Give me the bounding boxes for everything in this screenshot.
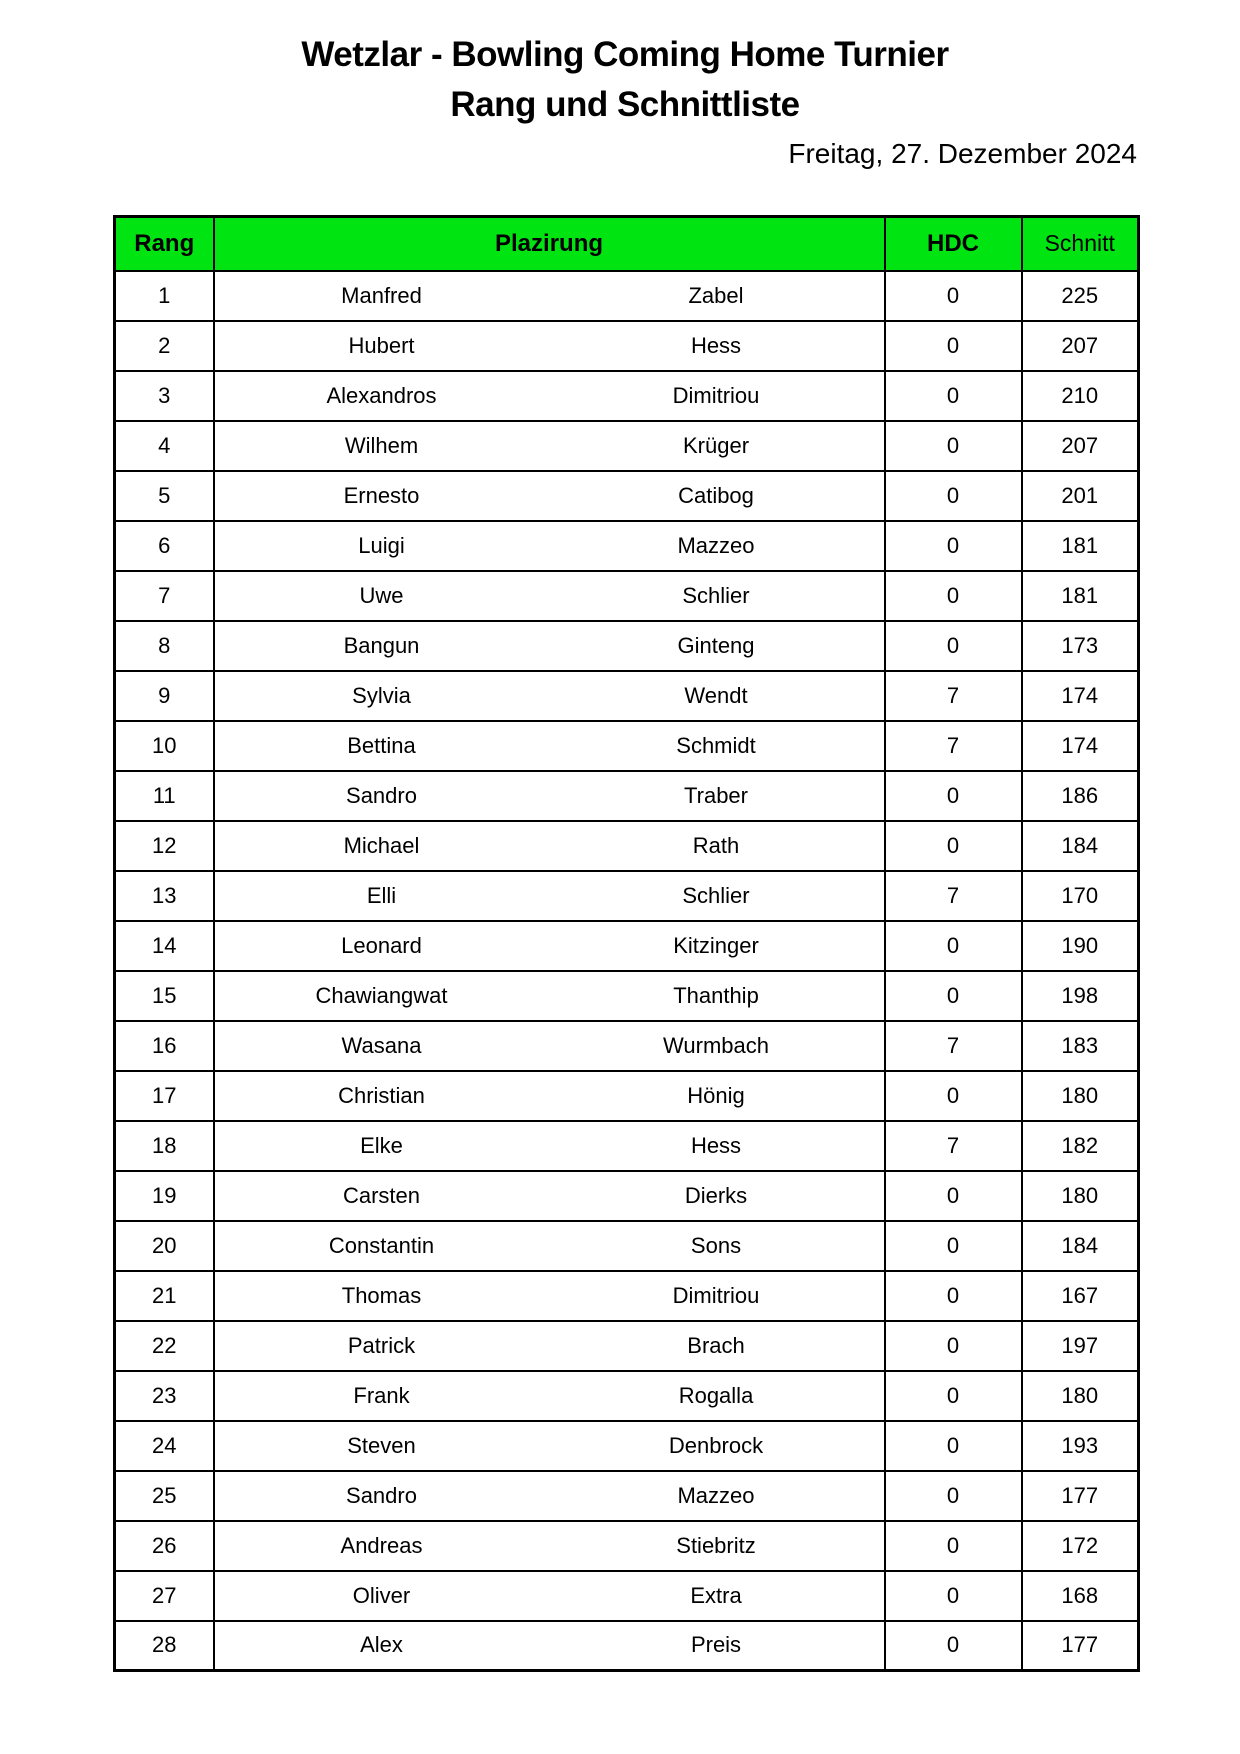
rank-cell: 7 xyxy=(115,571,214,621)
table-row xyxy=(115,821,1139,871)
first-name-cell: Thomas xyxy=(214,1271,549,1321)
table-row xyxy=(115,771,1139,821)
first-name-cell: Elke xyxy=(214,1121,549,1171)
table-row xyxy=(115,871,1139,921)
first-name-cell: Uwe xyxy=(214,571,549,621)
table-row xyxy=(115,1021,1139,1071)
hdc-cell: 0 xyxy=(885,821,1022,871)
hdc-cell: 7 xyxy=(885,721,1022,771)
hdc-cell: 0 xyxy=(885,271,1022,321)
last-name-cell: Krüger xyxy=(549,421,885,471)
rank-cell: 14 xyxy=(115,921,214,971)
rank-cell: 9 xyxy=(115,671,214,721)
hdc-cell: 0 xyxy=(885,1371,1022,1421)
rank-cell: 12 xyxy=(115,821,214,871)
last-name-cell: Schlier xyxy=(549,871,885,921)
schnitt-cell: 172 xyxy=(1022,1521,1139,1571)
rank-cell: 28 xyxy=(115,1621,214,1671)
hdc-cell: 0 xyxy=(885,371,1022,421)
first-name-cell: Manfred xyxy=(214,271,549,321)
ranking-table xyxy=(113,215,1140,1672)
hdc-cell: 0 xyxy=(885,1621,1022,1671)
rank-cell: 27 xyxy=(115,1571,214,1621)
rank-cell: 17 xyxy=(115,1071,214,1121)
table-row xyxy=(115,1271,1139,1321)
table-row xyxy=(115,1071,1139,1121)
hdc-cell: 0 xyxy=(885,321,1022,371)
last-name-cell: Stiebritz xyxy=(549,1521,885,1571)
last-name-cell: Zabel xyxy=(549,271,885,321)
last-name-cell: Wurmbach xyxy=(549,1021,885,1071)
last-name-cell: Hönig xyxy=(549,1071,885,1121)
table-body xyxy=(115,271,1139,1671)
hdc-cell: 7 xyxy=(885,1021,1022,1071)
schnitt-cell: 177 xyxy=(1022,1471,1139,1521)
hdc-cell: 0 xyxy=(885,571,1022,621)
last-name-cell: Mazzeo xyxy=(549,521,885,571)
table-row xyxy=(115,971,1139,1021)
first-name-cell: Leonard xyxy=(214,921,549,971)
rank-cell: 2 xyxy=(115,321,214,371)
table-row xyxy=(115,621,1139,671)
rank-cell: 18 xyxy=(115,1121,214,1171)
last-name-cell: Denbrock xyxy=(549,1421,885,1471)
first-name-cell: Wilhem xyxy=(214,421,549,471)
hdc-cell: 7 xyxy=(885,1121,1022,1171)
table-row xyxy=(115,1621,1139,1671)
first-name-cell: Bangun xyxy=(214,621,549,671)
schnitt-cell: 198 xyxy=(1022,971,1139,1021)
hdc-cell: 0 xyxy=(885,421,1022,471)
first-name-cell: Elli xyxy=(214,871,549,921)
hdc-cell: 0 xyxy=(885,471,1022,521)
first-name-cell: Luigi xyxy=(214,521,549,571)
first-name-cell: Andreas xyxy=(214,1521,549,1571)
first-name-cell: Constantin xyxy=(214,1221,549,1271)
hdc-cell: 0 xyxy=(885,1071,1022,1121)
hdc-cell: 0 xyxy=(885,1171,1022,1221)
last-name-cell: Extra xyxy=(549,1571,885,1621)
last-name-cell: Rogalla xyxy=(549,1371,885,1421)
last-name-cell: Schlier xyxy=(549,571,885,621)
schnitt-cell: 181 xyxy=(1022,521,1139,571)
rank-cell: 24 xyxy=(115,1421,214,1471)
hdc-cell: 0 xyxy=(885,1521,1022,1571)
schnitt-cell: 207 xyxy=(1022,421,1139,471)
first-name-cell: Michael xyxy=(214,821,549,871)
table-row xyxy=(115,671,1139,721)
last-name-cell: Catibog xyxy=(549,471,885,521)
schnitt-cell: 177 xyxy=(1022,1621,1139,1671)
first-name-cell: Hubert xyxy=(214,321,549,371)
hdc-cell: 0 xyxy=(885,621,1022,671)
page-title-line2: Rang und Schnittliste xyxy=(450,85,800,124)
schnitt-cell: 181 xyxy=(1022,571,1139,621)
schnitt-cell: 184 xyxy=(1022,821,1139,871)
schnitt-cell: 207 xyxy=(1022,321,1139,371)
schnitt-cell: 167 xyxy=(1022,1271,1139,1321)
rank-cell: 16 xyxy=(115,1021,214,1071)
schnitt-cell: 180 xyxy=(1022,1371,1139,1421)
hdc-cell: 0 xyxy=(885,1221,1022,1271)
schnitt-cell: 174 xyxy=(1022,721,1139,771)
table-row xyxy=(115,421,1139,471)
table-row xyxy=(115,1121,1139,1171)
rank-cell: 19 xyxy=(115,1171,214,1221)
rank-cell: 1 xyxy=(115,271,214,321)
first-name-cell: Wasana xyxy=(214,1021,549,1071)
page-title xyxy=(113,30,1137,130)
hdc-cell: 0 xyxy=(885,971,1022,1021)
table-row xyxy=(115,1321,1139,1371)
hdc-cell: 0 xyxy=(885,921,1022,971)
schnitt-cell: 225 xyxy=(1022,271,1139,321)
table-row xyxy=(115,1171,1139,1221)
first-name-cell: Chawiangwat xyxy=(214,971,549,1021)
rank-cell: 15 xyxy=(115,971,214,1021)
table-row xyxy=(115,1371,1139,1421)
schnitt-cell: 193 xyxy=(1022,1421,1139,1471)
first-name-cell: Carsten xyxy=(214,1171,549,1221)
last-name-cell: Thanthip xyxy=(549,971,885,1021)
hdc-cell: 0 xyxy=(885,1271,1022,1321)
schnitt-cell: 186 xyxy=(1022,771,1139,821)
last-name-cell: Dierks xyxy=(549,1171,885,1221)
rank-cell: 4 xyxy=(115,421,214,471)
last-name-cell: Preis xyxy=(549,1621,885,1671)
first-name-cell: Sandro xyxy=(214,771,549,821)
rank-cell: 23 xyxy=(115,1371,214,1421)
last-name-cell: Kitzinger xyxy=(549,921,885,971)
first-name-cell: Alex xyxy=(214,1621,549,1671)
rank-cell: 5 xyxy=(115,471,214,521)
hdc-cell: 7 xyxy=(885,871,1022,921)
first-name-cell: Alexandros xyxy=(214,371,549,421)
schnitt-cell: 201 xyxy=(1022,471,1139,521)
hdc-cell: 0 xyxy=(885,1571,1022,1621)
first-name-cell: Patrick xyxy=(214,1321,549,1371)
last-name-cell: Wendt xyxy=(549,671,885,721)
rank-cell: 22 xyxy=(115,1321,214,1371)
hdc-cell: 0 xyxy=(885,1471,1022,1521)
hdc-cell: 0 xyxy=(885,521,1022,571)
rank-cell: 20 xyxy=(115,1221,214,1271)
last-name-cell: Rath xyxy=(549,821,885,871)
table-header-row xyxy=(115,217,1139,271)
table-row xyxy=(115,1221,1139,1271)
schnitt-cell: 173 xyxy=(1022,621,1139,671)
table-row xyxy=(115,1521,1139,1571)
rank-cell: 11 xyxy=(115,771,214,821)
first-name-cell: Bettina xyxy=(214,721,549,771)
schnitt-cell: 183 xyxy=(1022,1021,1139,1071)
schnitt-cell: 168 xyxy=(1022,1571,1139,1621)
table-row xyxy=(115,371,1139,421)
table-head xyxy=(115,217,1139,271)
column-header-rang: Rang xyxy=(115,217,214,271)
table-row xyxy=(115,321,1139,371)
column-header-schnitt: Schnitt xyxy=(1022,217,1139,271)
table-row xyxy=(115,471,1139,521)
table-row xyxy=(115,1421,1139,1471)
last-name-cell: Dimitriou xyxy=(549,1271,885,1321)
last-name-cell: Traber xyxy=(549,771,885,821)
last-name-cell: Brach xyxy=(549,1321,885,1371)
last-name-cell: Mazzeo xyxy=(549,1471,885,1521)
last-name-cell: Hess xyxy=(549,321,885,371)
first-name-cell: Christian xyxy=(214,1071,549,1121)
hdc-cell: 0 xyxy=(885,1421,1022,1471)
first-name-cell: Sylvia xyxy=(214,671,549,721)
table-row xyxy=(115,1471,1139,1521)
rank-cell: 25 xyxy=(115,1471,214,1521)
hdc-cell: 0 xyxy=(885,1321,1022,1371)
schnitt-cell: 184 xyxy=(1022,1221,1139,1271)
first-name-cell: Oliver xyxy=(214,1571,549,1621)
table-row xyxy=(115,1571,1139,1621)
last-name-cell: Ginteng xyxy=(549,621,885,671)
table-row xyxy=(115,271,1139,321)
schnitt-cell: 174 xyxy=(1022,671,1139,721)
schnitt-cell: 170 xyxy=(1022,871,1139,921)
rank-cell: 21 xyxy=(115,1271,214,1321)
rank-cell: 8 xyxy=(115,621,214,671)
rank-cell: 3 xyxy=(115,371,214,421)
table-row xyxy=(115,571,1139,621)
first-name-cell: Ernesto xyxy=(214,471,549,521)
rank-cell: 13 xyxy=(115,871,214,921)
last-name-cell: Hess xyxy=(549,1121,885,1171)
first-name-cell: Frank xyxy=(214,1371,549,1421)
rank-cell: 10 xyxy=(115,721,214,771)
last-name-cell: Dimitriou xyxy=(549,371,885,421)
schnitt-cell: 180 xyxy=(1022,1071,1139,1121)
rank-cell: 6 xyxy=(115,521,214,571)
last-name-cell: Sons xyxy=(549,1221,885,1271)
column-header-plazirung: Plazirung xyxy=(214,217,885,271)
schnitt-cell: 182 xyxy=(1022,1121,1139,1171)
first-name-cell: Sandro xyxy=(214,1471,549,1521)
table-row xyxy=(115,521,1139,571)
schnitt-cell: 210 xyxy=(1022,371,1139,421)
table-row xyxy=(115,721,1139,771)
schnitt-cell: 197 xyxy=(1022,1321,1139,1371)
first-name-cell: Steven xyxy=(214,1421,549,1471)
last-name-cell: Schmidt xyxy=(549,721,885,771)
column-header-hdc: HDC xyxy=(885,217,1022,271)
hdc-cell: 0 xyxy=(885,771,1022,821)
schnitt-cell: 180 xyxy=(1022,1171,1139,1221)
page-title-line1: Wetzlar - Bowling Coming Home Turnier xyxy=(301,35,949,74)
table-row xyxy=(115,921,1139,971)
schnitt-cell: 190 xyxy=(1022,921,1139,971)
report-date: Freitag, 27. Dezember 2024 xyxy=(788,138,1137,169)
rank-cell: 26 xyxy=(115,1521,214,1571)
hdc-cell: 7 xyxy=(885,671,1022,721)
